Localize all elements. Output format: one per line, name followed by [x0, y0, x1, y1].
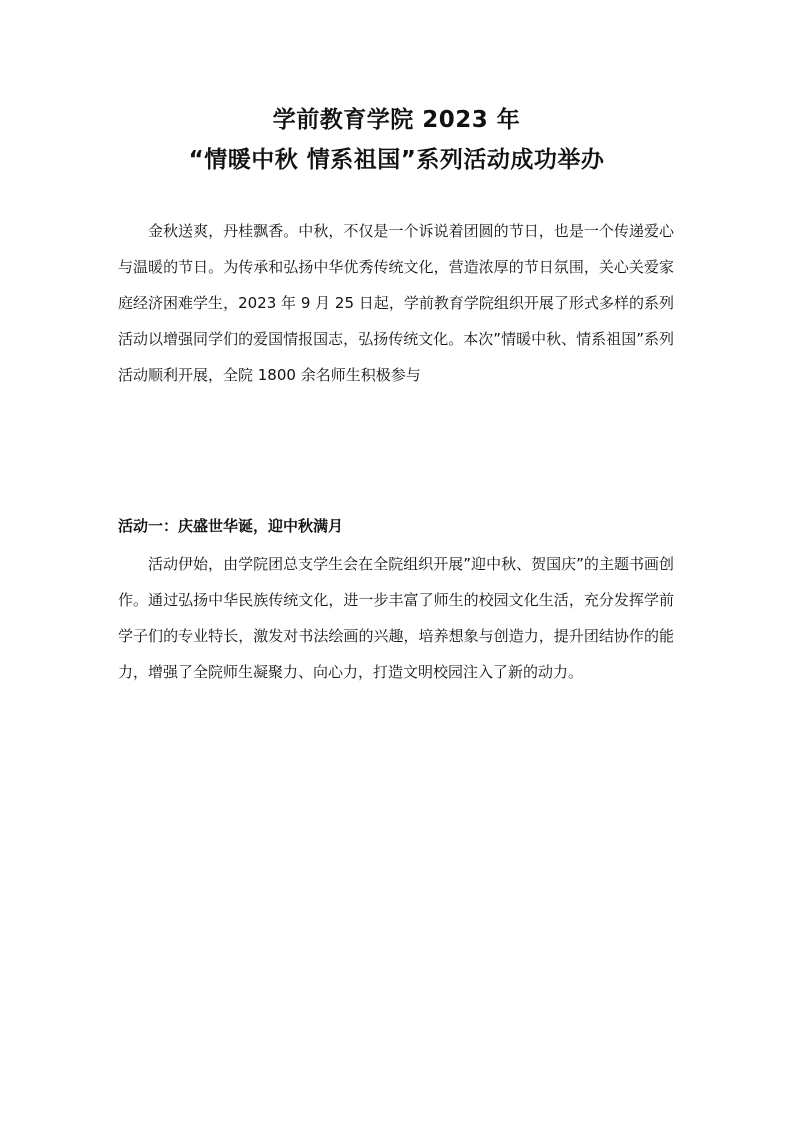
section-heading-activity-1: 活动一：庆盛世华诞，迎中秋满月 [118, 517, 344, 535]
activity-1-paragraph: 活动伊始，由学院团总支学生会在全院组织开展”迎中秋、贺国庆”的主题书画创作。通过弘扬中华民族传统文化，进一步丰富了师生的校园文化生活，充分发挥学前学子们的专业特长，激发对书法绘画的兴趣，培养想象与创造力，提升团结协作的能力，增强了全院师生凝聚力、向心力，打造文明校园注入了新的动力。 [118, 555, 674, 681]
title-line-2: “情暖中秋 情系祖国”系列活动成功举办 [188, 147, 605, 173]
title-line-1: 学前教育学院 2023 年 [272, 107, 521, 133]
document-title [0, 100, 793, 180]
intro-paragraph: 金秋送爽，丹桂飘香。中秋，不仅是一个诉说着团圆的节日，也是一个传递爱心与温暖的节日。为传承和弘扬中华优秀传统文化，营造浓厚的节日氛围，关心关爱家庭经济困难学生，2023 年 9 月 25 日起，学前教育学院组织开展了形式多样的系列活动以增强同学们的爱国情报国志，弘扬传统文化。本次”情暖中秋、情系祖国”系列活动顺利开展，全院 1800 余名师生积极参与 [118, 222, 674, 384]
